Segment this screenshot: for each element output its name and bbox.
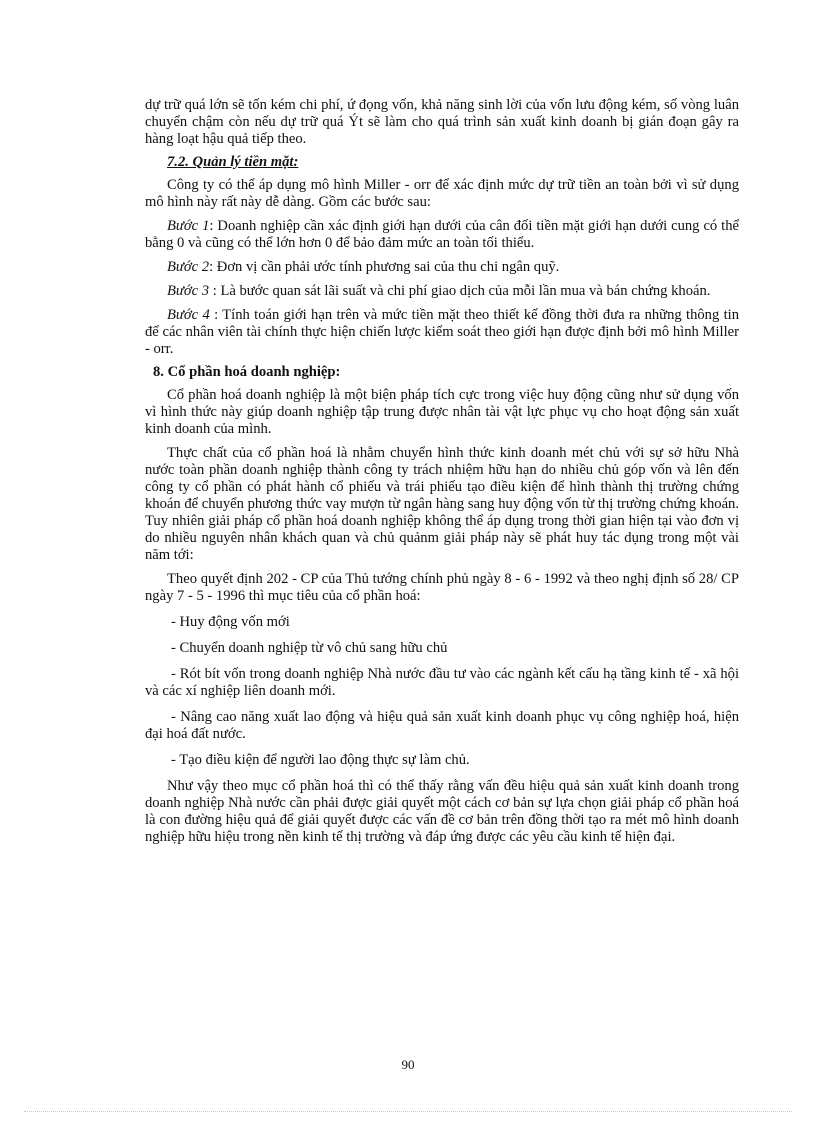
step-3-label: Bước 3 [167,283,210,299]
step-4-paragraph [145,307,739,358]
step-4-text: : Tính toán giới hạn trên và mức tiền mặt theo thiết kế đồng thời đưa ra những thông tin để các nhân viên tài chính thực hiện chiến lược kiểm soát theo giới hạn được định bởi mô hình Miller - orr. [145,307,739,357]
step-1-paragraph [145,218,739,252]
objective-bullet: - Huy động vốn mới [171,614,290,630]
step-2-label: Bước 2 [167,259,210,275]
step-2-text: : Đơn vị cần phải ước tính phương sai của thu chi ngân quỹ. [209,259,560,275]
page-number: 90 [401,1057,415,1072]
step-2-paragraph [145,259,739,276]
footer-divider [24,1111,792,1112]
section-heading-7-2: 7.2. Quản lý tiền mặt: [167,154,299,170]
conclusion-paragraph: Như vậy theo mục cổ phần hoá thì có thể thấy rằng vấn đều hiệu quả sản xuất kinh doanh trong doanh nghiệp Nhà nước cần phải được giải quyết một cách cơ bản sự lựa chọn giải pháp cổ phần hoá là con đường hiệu quả để giải quyết được các vấn đề cơ bản trên đồng thời tạo ra mét mô hình doanh nghiệp hữu hiệu trong nền kinh tế thị trường và đáp ứng được các yêu cầu kinh tế hiện đại. [145,778,739,845]
objective-bullet: - Chuyển doanh nghiệp từ vô chủ sang hữu chủ [171,640,448,656]
step-3-text: : Là bước quan sát lãi suất và chi phí giao dịch của mỗi lần mua và bán chứng khoán. [209,283,711,299]
step-3-paragraph [145,283,739,300]
objective-bullet: - Rót bít vốn trong doanh nghiệp Nhà nước đầu tư vào các ngành kết cấu hạ tầng kinh tế - xã hội và các xí nghiệp liên doanh mới. [145,666,739,699]
equitization-paragraph-3: Theo quyết định 202 - CP của Thủ tướng chính phủ ngày 8 - 6 - 1992 và theo nghị định số 28/ CP ngày 7 - 5 - 1996 thì mục tiêu của cổ phần hoá: [145,571,739,604]
objective-bullet: - Nâng cao năng xuất lao động và hiệu quả sản xuất kinh doanh phục vụ công nghiệp hoá, hiện đại hoá đất nước. [145,709,739,742]
step-4-label: Bước 4 [167,307,210,323]
miller-paragraph: Công ty có thể áp dụng mô hình Miller - orr để xác định mức dự trữ tiền an toàn bởi vì sử dụng mô hình này rất này dễ dàng. Gồm các bước sau: [145,177,739,210]
page-body [145,97,739,846]
intro-paragraph: dự trữ quá lớn sẽ tốn kém chi phí, ứ đọng vốn, khả năng sinh lời của vốn lưu động kém, số vòng luân chuyển chậm còn nếu dự trữ quá Ýt sẽ làm cho quá trình sản xuất kinh doanh bị gián đoạn gây ra hàng loạt hậu quả tiếp theo. [145,97,739,147]
equitization-paragraph-1: Cổ phần hoá doanh nghiệp là một biện pháp tích cực trong việc huy động cũng như sử dụng vốn vì hình thức này giúp doanh nghiệp tập trung được nhân tài vật lực phục vụ cho hoạt động sản xuất kinh doanh của mình. [145,387,739,437]
objective-bullet: - Tạo điều kiện để người lao động thực sự làm chủ. [171,752,470,768]
equitization-paragraph-2: Thực chất của cổ phần hoá là nhằm chuyển hình thức kinh doanh mét chủ với sự sở hữu Nhà nước toàn phần doanh nghiệp thành công ty trách nhiệm hữu hạn do nhiều chủ góp vốn và lên đến công ty cổ phần có phát hành cổ phiếu và trái phiếu tạo điều kiện để hình thành thị trường chứng khoán để chuyển phương thức vay mượn từ ngân hàng sang huy động vốn từ thị trường chứng khoán. Tuy nhiên giải pháp cổ phần hoá doanh nghiệp không thể áp dụng trong thời gian hiện tại vào đơn vị do nhiều nguyên nhân khách quan và chủ quảnm giải pháp này sẽ phát huy tác dụng trong một vài năm tới: [145,445,739,563]
step-1-label: Bước 1 [167,218,210,234]
section-heading-8: 8. Cổ phần hoá doanh nghiệp: [153,364,341,380]
step-1-text: : Doanh nghiệp cần xác định giới hạn dưới của cân đối tiền mặt giới hạn dưới cung có thể bằng 0 và cũng có thể lớn hơn 0 để bảo đảm mức an toàn tối thiểu. [145,218,740,251]
